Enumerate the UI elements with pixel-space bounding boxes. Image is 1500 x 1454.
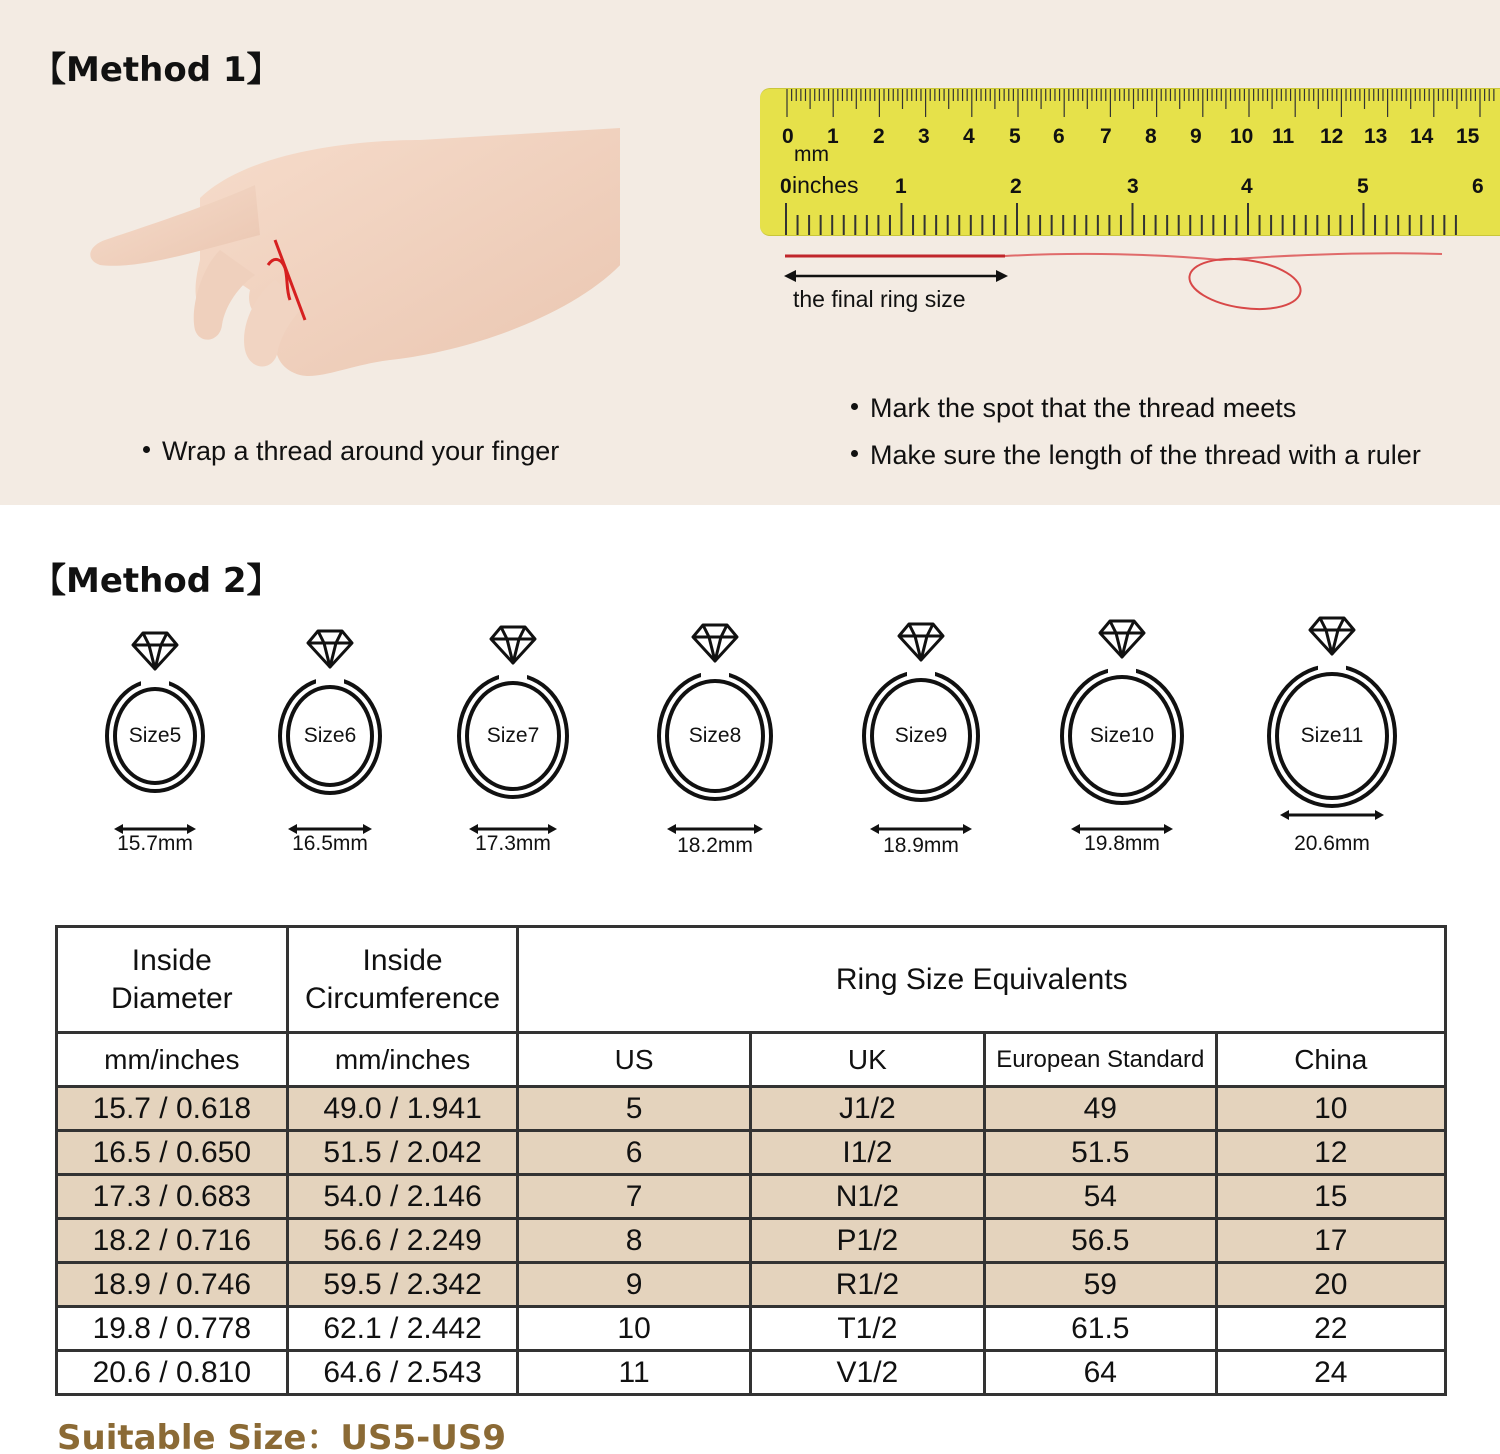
ring-size-label: Size8 [688,724,742,747]
china-size-cell: 24 [1216,1351,1445,1395]
wrap-thread-text: Wrap a thread around your finger [162,436,560,466]
final-ring-size-label: the final ring size [793,286,966,312]
ring-diameter-label: 19.8mm [1084,832,1160,855]
circumference-cell: 54.0 / 2.146 [287,1175,518,1219]
ring-size-label: Size5 [128,724,182,747]
svg-text:6: 6 [1053,125,1065,148]
header-text: Diameter [110,981,233,1015]
ring-size-8 [649,613,781,809]
method-2-title: 【Method 2】 [32,561,281,601]
diameter-cell: 15.7 / 0.618 [57,1087,288,1131]
svg-text:0: 0 [780,175,792,198]
diameter-cell: 17.3 / 0.683 [57,1175,288,1219]
ruler-mm-label: mm [794,143,829,166]
uk-size-cell: R1/2 [750,1263,984,1307]
uk-size-cell: I1/2 [750,1131,984,1175]
ring-size-equivalents-header: Ring Size Equivalents [518,927,1446,1033]
eu-size-cell: 64 [985,1351,1217,1395]
table-row [57,1263,1446,1307]
double-arrow-icon [1071,821,1173,831]
eu-size-cell: 61.5 [985,1307,1217,1351]
ring-size-label: Size6 [303,724,357,747]
diamond-ring-icon [1052,609,1192,813]
svg-text:3: 3 [1127,175,1139,198]
svg-text:6: 6 [1472,175,1484,198]
ring-size-label: Size11 [1300,724,1364,747]
svg-text:5: 5 [1009,125,1021,148]
svg-text:9: 9 [1190,125,1202,148]
eu-size-cell: 56.5 [985,1219,1217,1263]
table-header-row [57,927,1446,1033]
svg-text:10: 10 [1230,125,1254,148]
hand-illustration [60,110,620,400]
diamond-ring-icon [449,615,577,807]
us-size-cell: 6 [518,1131,750,1175]
svg-text:4: 4 [1241,175,1253,198]
mark-spot-instruction [851,393,1296,424]
table-row [57,1175,1446,1219]
ruler-inches-label: inches [792,172,859,198]
header-text: Inside [131,943,212,977]
header-text: Circumference [305,981,501,1015]
diameter-cell: 19.8 / 0.778 [57,1307,288,1351]
suitable-size-note: Suitable Size：US5-US9 [57,1418,507,1454]
diamond-ring-icon [1259,606,1405,816]
svg-text:14: 14 [1410,125,1434,148]
header-text: Inside [362,943,443,977]
svg-text:12: 12 [1320,125,1344,148]
us-size-cell: 10 [518,1307,750,1351]
table-subheader-row [57,1033,1446,1087]
bullet-icon [851,403,858,410]
us-size-cell: 9 [518,1263,750,1307]
ring-size-table [55,925,1447,1396]
us-size-cell: 7 [518,1175,750,1219]
svg-text:2: 2 [873,125,885,148]
diameter-cell: 16.5 / 0.650 [57,1131,288,1175]
ring-size-9 [854,612,988,810]
diameter-cell: 18.2 / 0.716 [57,1219,288,1263]
circumference-cell: 51.5 / 2.042 [287,1131,518,1175]
diamond-ring-icon [649,613,781,809]
svg-text:11: 11 [1272,125,1295,148]
double-arrow-icon [667,821,763,831]
svg-text:7: 7 [1100,125,1112,148]
diameter-unit-header: mm/inches [57,1033,288,1087]
table-row [57,1131,1446,1175]
eu-size-cell: 54 [985,1175,1217,1219]
svg-text:1: 1 [827,125,839,148]
method-1-panel [0,0,1500,505]
table-row [57,1351,1446,1395]
svg-text:0: 0 [782,125,794,148]
us-size-cell: 11 [518,1351,750,1395]
ring-diameter-label: 15.7mm [117,832,193,855]
us-header: US [518,1033,750,1087]
measure-text: Make sure the length of the thread with a ruler [870,440,1421,470]
circumference-cell: 59.5 / 2.342 [287,1263,518,1307]
ring-diameter-label: 16.5mm [292,832,368,855]
diamond-ring-icon [854,612,988,810]
inside-circumference-header [287,927,518,1033]
ring-size-7 [449,615,577,807]
ring-size-10 [1052,609,1192,813]
svg-text:15: 15 [1456,125,1480,148]
diamond-ring-icon [97,621,213,801]
ring-size-label: Size7 [486,724,540,747]
table-row [57,1307,1446,1351]
china-size-cell: 12 [1216,1131,1445,1175]
ring-diameter-label: 18.9mm [883,834,959,857]
ring-diameter-label: 17.3mm [475,832,551,855]
double-arrow-icon [870,821,972,831]
circumference-cell: 62.1 / 2.442 [287,1307,518,1351]
uk-size-cell: J1/2 [750,1087,984,1131]
svg-text:5: 5 [1357,175,1369,198]
us-size-cell: 8 [518,1219,750,1263]
ring-size-label: Size9 [894,724,948,747]
wrap-thread-instruction [143,436,559,467]
eu-size-cell: 51.5 [985,1131,1217,1175]
table-row [57,1087,1446,1131]
uk-size-cell: T1/2 [750,1307,984,1351]
china-size-cell: 22 [1216,1307,1445,1351]
bullet-icon [851,450,858,457]
circumference-cell: 56.6 / 2.249 [287,1219,518,1263]
us-size-cell: 5 [518,1087,750,1131]
ruler-illustration [760,88,1500,236]
china-header: China [1216,1033,1445,1087]
svg-text:4: 4 [963,125,975,148]
ring-diameter-label: 18.2mm [677,834,753,857]
bullet-icon [143,446,150,453]
circumference-cell: 64.6 / 2.543 [287,1351,518,1395]
china-size-cell: 17 [1216,1219,1445,1263]
ring-size-5 [97,621,213,801]
ring-size-label: Size10 [1089,724,1155,747]
svg-text:1: 1 [895,175,907,198]
ring-diameter-label: 20.6mm [1294,832,1370,855]
uk-size-cell: P1/2 [750,1219,984,1263]
table-row [57,1219,1446,1263]
svg-text:3: 3 [918,125,930,148]
diamond-ring-icon [270,619,390,803]
svg-text:13: 13 [1364,125,1388,148]
uk-header: UK [750,1033,984,1087]
circumference-cell: 49.0 / 1.941 [287,1087,518,1131]
double-arrow-icon [1280,807,1384,817]
eu-size-cell: 59 [985,1263,1217,1307]
svg-text:2: 2 [1010,175,1022,198]
china-size-cell: 20 [1216,1263,1445,1307]
ring-size-11 [1259,606,1405,816]
circumference-unit-header: mm/inches [287,1033,518,1087]
diameter-cell: 20.6 / 0.810 [57,1351,288,1395]
double-arrow-icon [469,821,557,831]
diameter-cell: 18.9 / 0.746 [57,1263,288,1307]
european-header: European Standard [985,1033,1217,1087]
ring-size-6 [270,619,390,803]
uk-size-cell: V1/2 [750,1351,984,1395]
double-arrow-icon [288,821,372,831]
china-size-cell: 15 [1216,1175,1445,1219]
double-arrow-icon [114,821,196,831]
svg-text:8: 8 [1145,125,1157,148]
measure-instruction [851,440,1421,471]
china-size-cell: 10 [1216,1087,1445,1131]
method-1-title: 【Method 1】 [32,50,281,90]
uk-size-cell: N1/2 [750,1175,984,1219]
eu-size-cell: 49 [985,1087,1217,1131]
inside-diameter-header [57,927,288,1033]
mark-spot-text: Mark the spot that the thread meets [870,393,1297,423]
